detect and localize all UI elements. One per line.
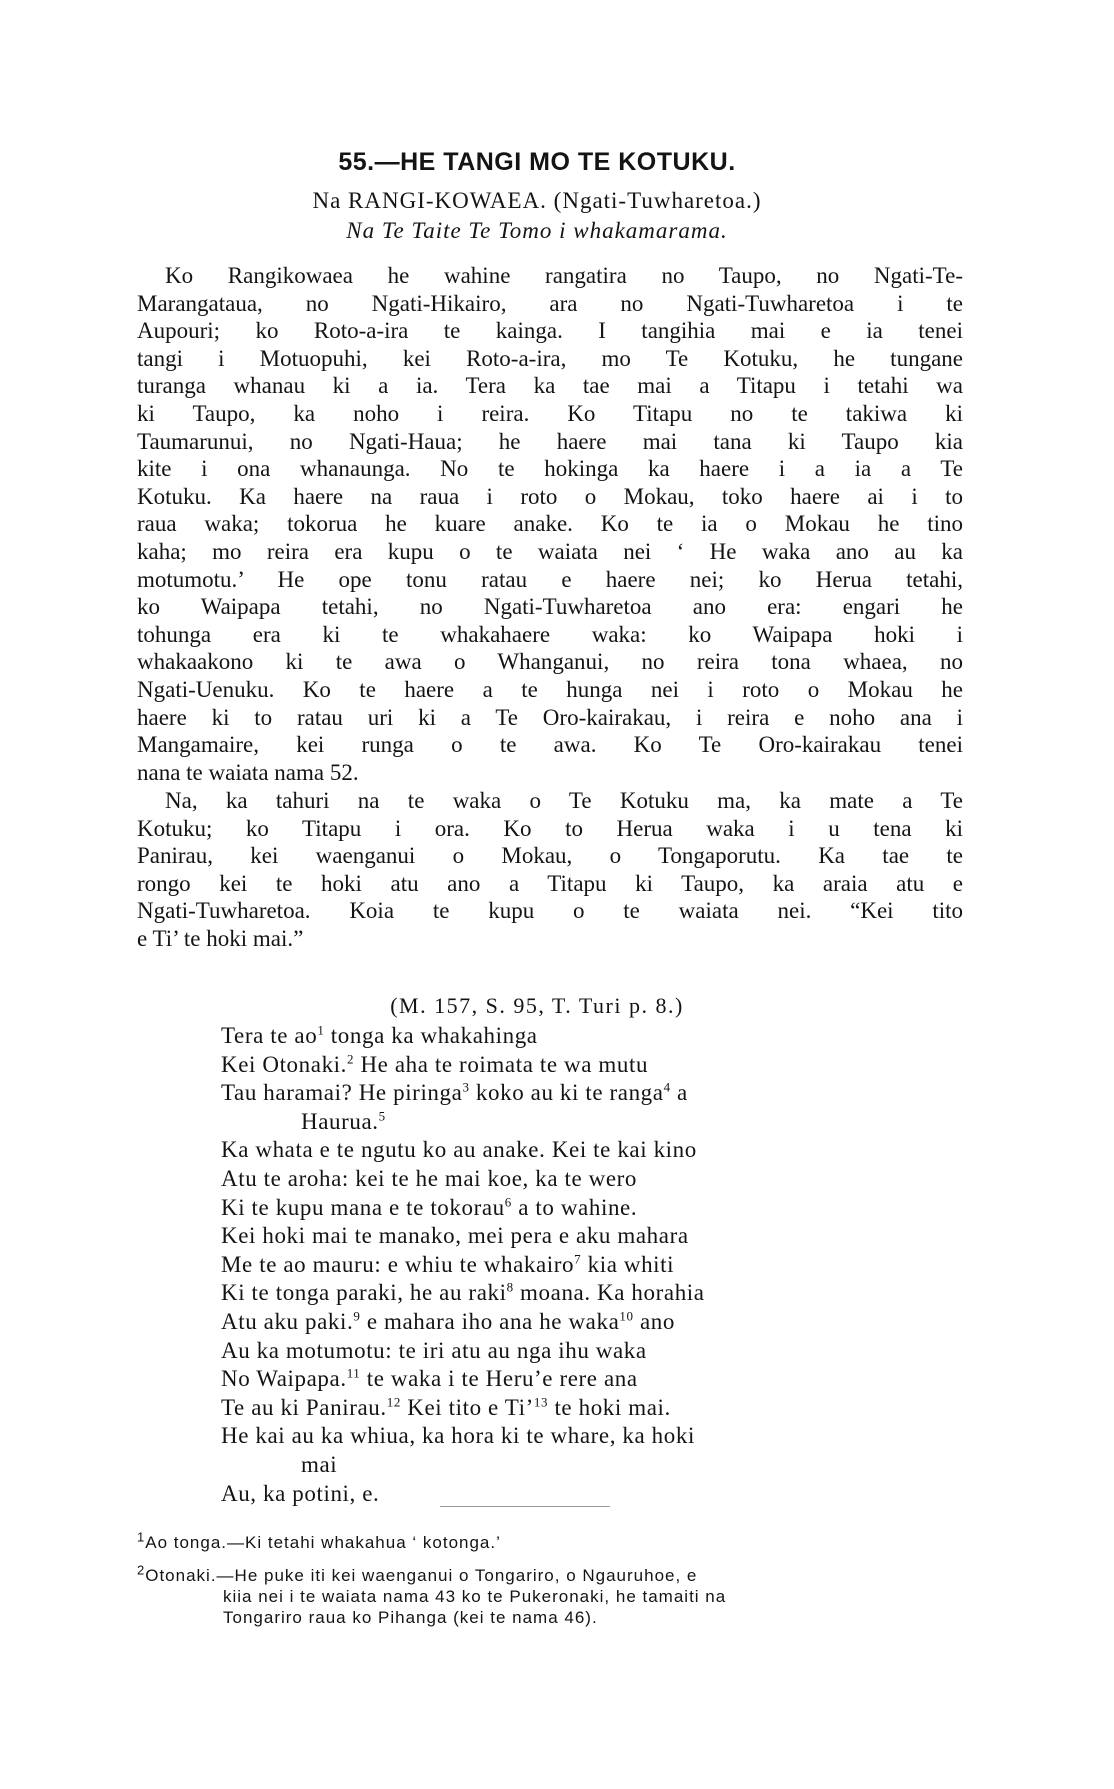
footnote-marker: 11 [346,1365,361,1381]
footnote-marker: 5 [378,1108,386,1124]
prose-line: Ko Rangikowaea he wahine rangatira no Taupo, no Ngati-Te- [165,263,963,288]
poem-text: te hoki mai. [548,1394,671,1420]
poem-line [221,1337,941,1366]
song-author: Na RANGI-KOWAEA. (Ngati-Tuwharetoa.) [312,188,762,213]
prose-line: Taumarunui, no Ngati-Haua; he haere mai tana ki Taupo kia [137,428,963,454]
poem-line [221,1308,941,1337]
poem-text: Ki te kupu mana e te tokorau [221,1194,505,1220]
prose-line: kite i ona whanaunga. No te hokinga ka haere i a ia a Te [137,456,963,482]
poem-text: te waka i te Heru’e rere ana [360,1366,638,1392]
prose-line: tohunga era ki te whakahaere waka: ko Waipapa hoki i [137,621,963,647]
prose-line: Kotuku. Ka haere na raua i roto o Mokau, toko haere ai i to [137,483,963,509]
footnote-marker: 8 [506,1279,514,1295]
poem-verse [221,1022,941,1508]
song-title: 55.—HE TANGI MO TE KOTUKU. [338,148,736,176]
intro-paragraph-1 [137,262,963,786]
poem-line [221,1051,941,1080]
prose-line: haere ki to ratau uri ki a Te Oro-kairakau, i reira e noho ana i [137,704,963,730]
poem-text: tonga ka whakahinga [324,1023,538,1048]
prose-line: nana te waiata nama 52. [137,759,359,785]
footnote-number: 2 [137,1562,146,1578]
footnote-divider [440,1506,610,1507]
footnote-line [137,1586,963,1607]
poem-line [221,1394,941,1423]
footnote-marker: 2 [347,1050,355,1066]
poem-text: a to wahine. [511,1194,638,1220]
poem-text: Kei Otonaki. [221,1051,348,1077]
prose-line: e Ti’ te hoki mai.” [137,925,304,951]
footnote-marker: 1 [317,1022,325,1038]
prose-line: rongo kei te hoki atu ano a Titapu ki Taupo, ka araia atu e [137,870,963,896]
prose-line: Ngati-Tuwharetoa. Koia te kupu o te waiata nei. “Kei tito [137,898,963,924]
footnote-marker: 13 [533,1394,549,1410]
poem-text: Tau haramai? He piringa [221,1080,463,1106]
poem-line [221,1165,941,1194]
poem-line [221,1279,941,1308]
footnote-line [137,1562,963,1586]
poem-text: Kei tito e Ti’ [400,1394,534,1420]
poem-text: Au, ka potini, e. [221,1480,380,1506]
prose-line: turanga whanau ki a ia. Tera ka tae mai a Titapu i tetahi wa [137,373,963,399]
poem-line [221,1022,941,1051]
prose-line: Mangamaire, kei runga o te awa. Ko Te Oro-kairakau tenei [137,732,963,758]
poem-text: Au ka motumotu: te iri atu au nga ihu waka [221,1337,647,1363]
poem-text: He aha te roimata te wa mutu [354,1051,649,1077]
prose-line: ko Waipapa tetahi, no Ngati-Tuwharetoa ano era: engari he [137,594,963,620]
prose-line: motumotu.’ He ope tonu ratau e haere nei; ko Herua tetahi, [137,566,963,592]
footnote-marker: 10 [619,1308,634,1324]
poem-text: Atu aku paki. [221,1308,354,1334]
poem-line [221,1251,941,1280]
footnote-text: Ao tonga.—Ki tetahi whakahua ‘ kotonga.’ [145,1533,501,1552]
footnote-number: 1 [137,1529,146,1545]
poem-line [221,1194,941,1223]
song-subtitle: Na Te Taite Te Tomo i whakamarama. [346,218,728,243]
prose-line: whakaakono ki te awa o Whanganui, no reira tona whaea, no [137,649,963,675]
poem-text: He kai au ka whiua, ka hora ki te whare, ka hoki [221,1423,695,1449]
poem-line [221,1365,941,1394]
footnote-marker: 12 [386,1394,401,1410]
poem-text: koko au ki te ranga [469,1080,664,1106]
footnote-line [137,1529,963,1553]
poem-text: No Waipapa. [221,1366,347,1392]
footnote-marker: 3 [462,1079,470,1095]
intro-paragraph-2 [137,787,963,953]
footnote [137,1529,963,1553]
footnote-text: Tongariro raua ko Pihanga (kei te nama 46). [223,1608,598,1627]
poem-line [221,1108,941,1137]
footnote-marker: 7 [574,1251,582,1267]
poem-text: moana. Ka horahia [513,1280,705,1306]
footnote [137,1562,963,1628]
footnote-line [137,1607,963,1628]
prose-line: Marangataua, no Ngati-Hikairo, ara no Ngati-Tuwharetoa i te [137,290,963,316]
prose-line: raua waka; tokorua he kuare anake. Ko te ia o Mokau he tino [137,511,963,537]
prose-line: kaha; mo reira era kupu o te waiata nei ‘ He waka ano au ka [137,538,963,564]
poem-text: Kei hoki mai te manako, mei pera e aku mahara [221,1223,689,1249]
prose-line: Aupouri; ko Roto-a-ira te kainga. I tangihia mai e ia tenei [137,318,963,344]
poem-text: Tera te ao [221,1023,318,1048]
poem-text: a [670,1080,688,1106]
poem-text: e mahara iho ana he waka [360,1308,620,1334]
poem-line [221,1480,941,1509]
poem-line [221,1422,941,1451]
poem-text: Haurua. [301,1108,379,1134]
footnote-text: kiia nei i te waiata nama 43 ko te Pukeronaki, he tamaiti na [223,1587,727,1606]
prose-line: tangi i Motuopuhi, kei Roto-a-ira, mo Te Kotuku, he tungane [137,345,963,371]
prose-line: Ngati-Uenuku. Ko te haere a te hunga nei i roto o Mokau he [137,676,963,702]
poem-line [221,1079,941,1108]
footnote-marker: 6 [504,1193,512,1209]
footnote-text: Otonaki.—He puke iti kei waenganui o Tongariro, o Ngauruhoe, e [145,1566,698,1585]
poem-text: mai [301,1451,338,1477]
poem-text: Atu te aroha: kei te he mai koe, ka te wero [221,1165,638,1191]
poem-text: kia whiti [581,1251,675,1277]
poem-text: Me te ao mauru: e whiu te whakairo [221,1251,575,1277]
prose-line: Panirau, kei waenganui o Mokau, o Tongaporutu. Ka tae te [137,843,963,869]
footnote-marker: 9 [353,1308,361,1324]
poem-line [221,1136,941,1165]
poem-text: Ka whata e te ngutu ko au anake. Kei te kai kino [221,1137,697,1163]
prose-line: Kotuku; ko Titapu i ora. Ko to Herua waka i u tena ki [137,815,963,841]
prose-line: ki Taupo, ka noho i reira. Ko Titapu no te takiwa ki [137,400,963,426]
poem-text: Te au ki Panirau. [221,1394,387,1420]
footnote-marker: 4 [663,1079,671,1095]
prose-line: Na, ka tahuri na te waka o Te Kotuku ma, ka mate a Te [165,788,963,813]
poem-text: Ki te tonga paraki, he au raki [221,1280,507,1306]
poem-line [221,1222,941,1251]
poem-text: ano [633,1308,675,1334]
source-reference: (M. 157, S. 95, T. Turi p. 8.) [390,993,684,1018]
footnotes [137,1529,963,1640]
poem-line [221,1451,941,1480]
